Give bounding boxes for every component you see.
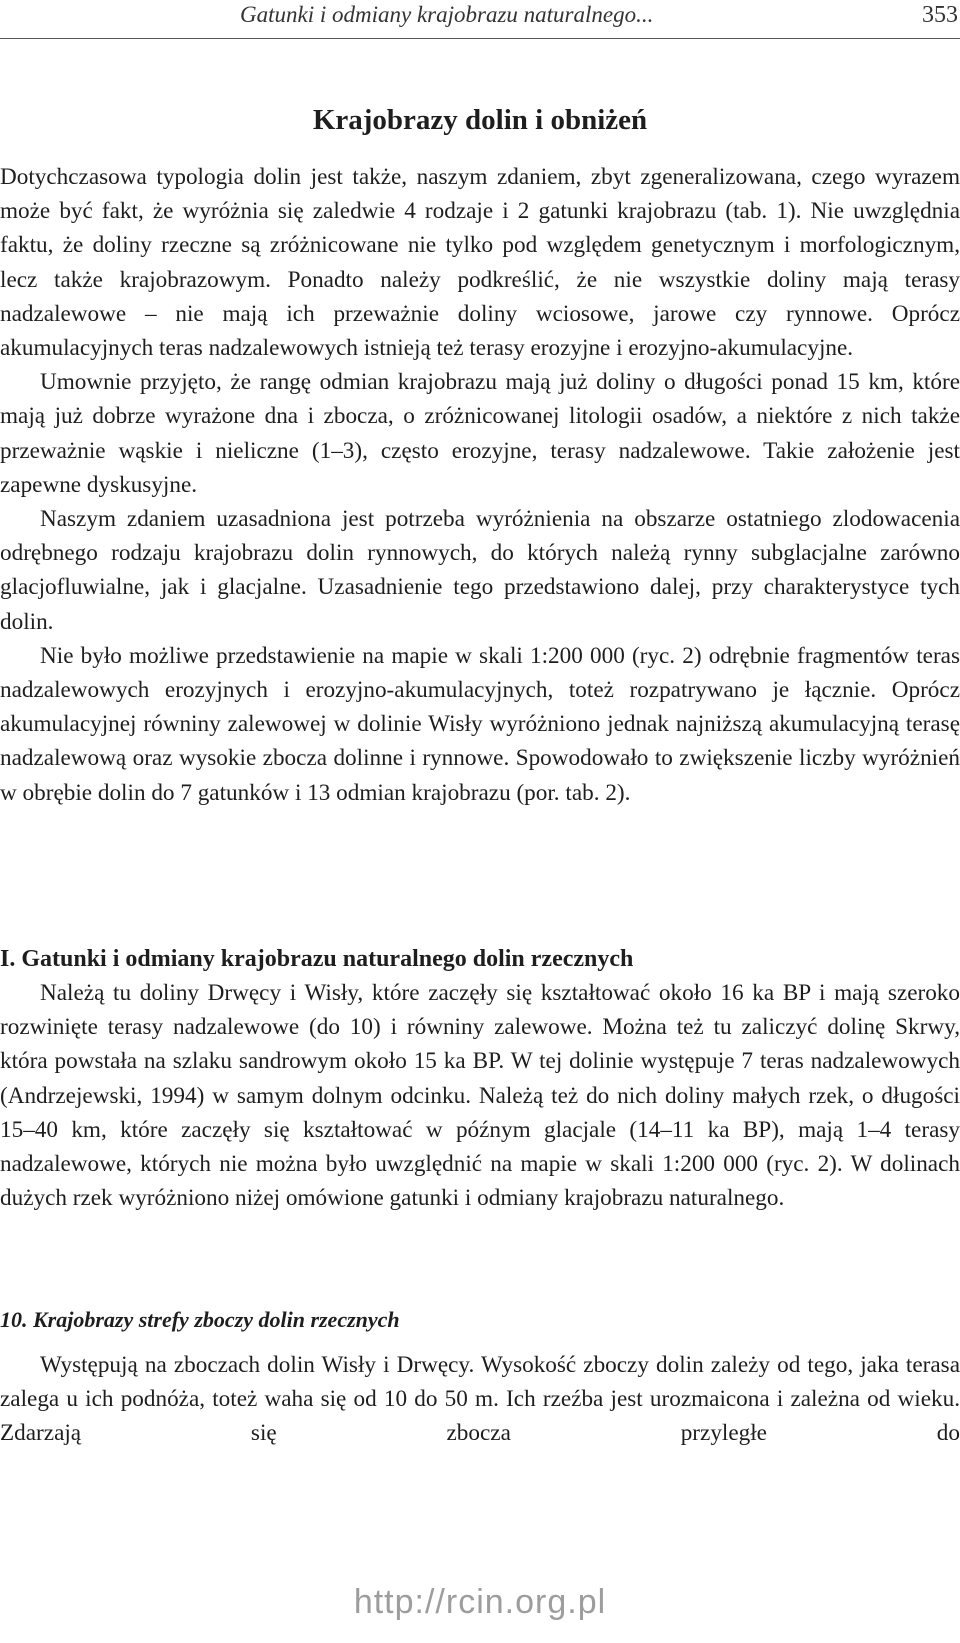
subsection-2-heading: 10. Krajobrazy strefy zboczy dolin rzecznych	[0, 1307, 400, 1332]
subsection-2-body	[0, 1348, 960, 1451]
running-title: Gatunki i odmiany krajobrazu naturalnego...	[240, 2, 654, 27]
section-paragraph-2: Umownie przyjęto, że rangę odmian krajobrazu mają już doliny o długości ponad 15 km, które mają już dobrze wyrażone dna i zbocza, o zróżnicowanej litologii osadów, a niektóre z nich także przeważnie wąskie i nieliczne (1–3), często erozyjne, terasy nadzalewowe. Takie założenie jest zapewne dyskusyjne.	[0, 369, 960, 498]
subsection-1-body	[0, 976, 960, 1215]
subsection-1-heading: I. Gatunki i odmiany krajobrazu naturalnego dolin rzecznych	[0, 946, 634, 972]
section-title: Krajobrazy dolin i obniżeń	[312, 104, 648, 136]
section-paragraph-3: Naszym zdaniem uzasadniona jest potrzeba wyróżnienia na obszarze ostatniego zlodowacenia odrębnego rodzaju krajobrazu dolin rynnowych, do których należą rynny subglacjalne zarówno glacjofluwialne, jak i glacjalne. Uzasadnienie tego przedstawiono dalej, przy charakterystyce tych dolin.	[0, 506, 960, 635]
section-paragraph-4: Nie było możliwe przedstawienie na mapie w skali 1:200 000 (ryc. 2) odrębnie fragmentów teras nadzalewowych erozyjnych i erozyjno-akumulacyjnych, toteż rozpatrywano je łącznie. Oprócz akumulacyjnej równiny zalewowej w dolinie Wisły wyróżniono jednak najniższą akumulacyjną terasę nadzalewową oraz wysokie zbocza dolinne i rynnowe. Spowodowało to zwiększenie liczby wyróżnień w obrębie dolin do 7 gatunków i 13 odmian krajobrazu (por. tab. 2).	[0, 642, 960, 806]
page-number: 353	[922, 2, 958, 28]
subsection-1-paragraph: Należą tu doliny Drwęcy i Wisły, które zaczęły się kształtować około 16 ka BP i mają szeroko rozwinięte terasy nadzalewowe (do 10) i równiny zalewowe. Można też tu zaliczyć dolinę Skrwy, która powstała na szlaku sandrowym około 15 ka BP. W tej dolinie występuje 7 teras nadzalewowych (Andrzejewski, 1994) w samym dolnym odcinku. Należą też do nich doliny małych rzek, o długości 15–40 km, które zaczęły się kształtować w późnym glacjale (14–11 ka BP), mają 1–4 terasy nadzalewowe, których nie można było uwzględnić na mapie w skali 1:200 000 (ryc. 2). W dolinach dużych rzek wyróżniono niżej omówione gatunki i odmiany krajobrazu naturalnego.	[0, 980, 960, 1212]
watermark-url: http://rcin.org.pl	[353, 1583, 607, 1621]
header-rule	[0, 38, 960, 39]
subsection-2-paragraph: Występują na zboczach dolin Wisły i Drwęcy. Wysokość zboczy dolin zależy od tego, jaka terasa zalega u ich podnóża, toteż waha się od 10 do 50 m. Ich rzeźba jest urozmaicona i zależna od wieku. Zdarzają się zbocza przyległe do	[0, 1352, 960, 1447]
section-paragraph-1: Dotychczasowa typologia dolin jest także, naszym zdaniem, zbyt zgeneralizowana, czego wyrazem może być fakt, że wyróżnia się zaledwie 4 rodzaje i 2 gatunki krajobrazu (tab. 1). Nie uwzględnia faktu, że doliny rzeczne są zróżnicowane nie tylko pod względem genetycznym i morfologicznym, lecz także krajobrazowym. Ponadto należy podkreślić, że nie wszystkie doliny mają terasy nadzalewowe – nie mają ich przeważnie doliny wciosowe, jarowe czy rynnowe. Oprócz akumulacyjnych teras nadzalewowych istnieją też terasy erozyjne i erozyjno-akumulacyjne.	[0, 164, 960, 362]
running-header	[0, 0, 960, 40]
section-body	[0, 160, 960, 810]
